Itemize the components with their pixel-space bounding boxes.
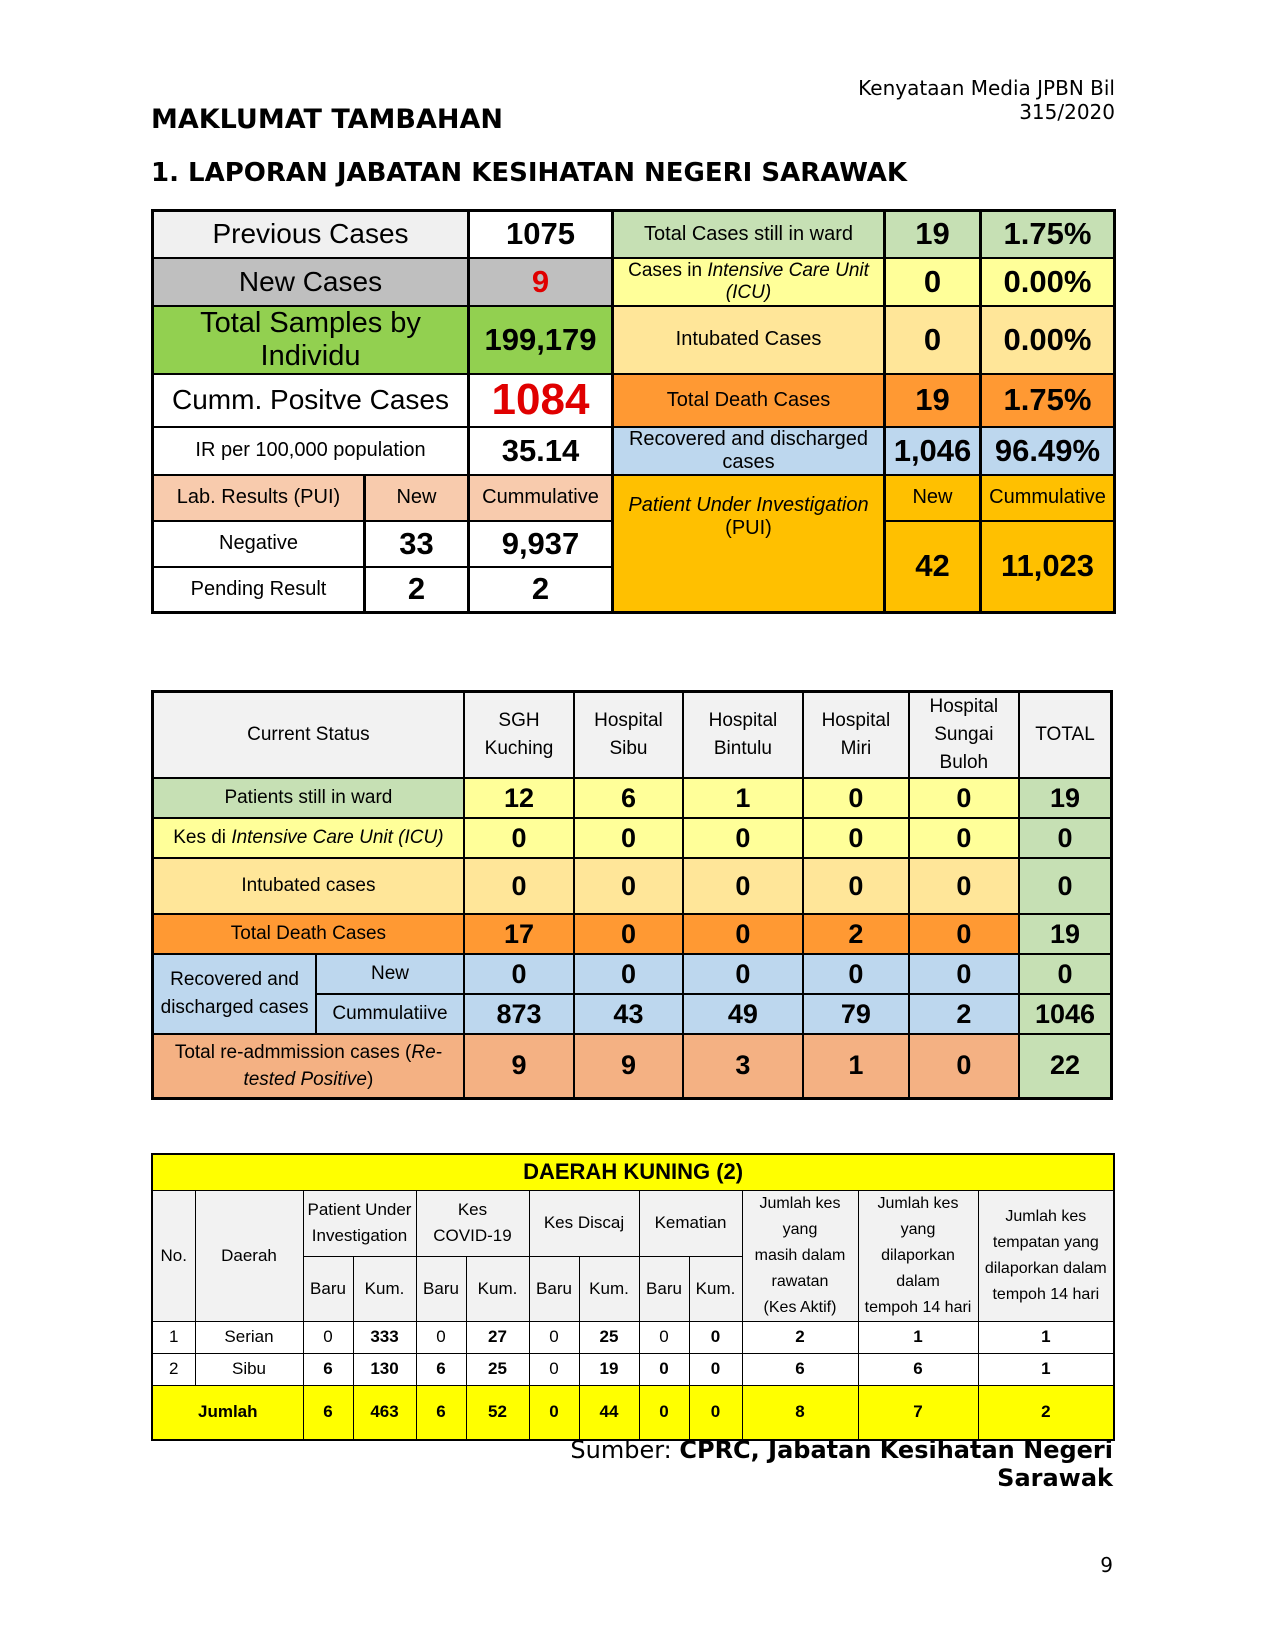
cell: 0 [803,954,908,994]
cell: 9 [464,1034,574,1098]
total-cell: 463 [353,1385,416,1440]
cell: 0 [909,818,1019,858]
pending-label: Pending Result [153,567,365,613]
readmission-label-close: ) [367,1068,374,1090]
recovered-cases-label: Recovered and discharged cases [613,427,885,475]
cell: 0 [689,1321,742,1353]
col-local-line3: dilaporkan dalam [984,1259,1107,1277]
cell: 0 [689,1353,742,1385]
readmission-label-text: Total re-admmission cases ( [174,1041,412,1063]
ir-label: IR per 100,000 population [153,427,469,475]
cell: 0 [683,954,804,994]
total-cell: 7 [858,1385,978,1440]
hospital-status-table [151,690,1113,1100]
recovered-cases-count: 1,046 [885,427,981,475]
death-cases-percent: 1.75% [981,374,1115,427]
recovered-new-label: New [316,954,464,994]
cell: 19 [579,1353,639,1385]
total-cell: 2 [978,1385,1114,1440]
col-local-line2: tempatan yang [992,1233,1099,1251]
cell: 1 [978,1321,1114,1353]
hospital-header-line2: Sungai Buloh [934,724,994,773]
sub-header-baru: Baru [529,1256,579,1321]
intubated-cases-percent: 0.00% [981,306,1115,374]
cell: 27 [466,1321,529,1353]
media-statement-reference: Kenyataan Media JPBN Bil 315/2020 [858,76,1115,124]
cumm-positive-label: Cumm. Positve Cases [153,374,469,427]
col-covid-header [416,1190,529,1256]
ward-row-label: Patients still in ward [153,778,464,818]
sub-header-baru: Baru [303,1256,353,1321]
icu-cases-label [613,258,885,306]
total-cell: 6 [303,1385,353,1440]
pui-label-abbr: (PUI) [725,516,772,539]
cell: 1 [803,1034,908,1098]
ir-value: 35.14 [469,427,613,475]
cell: 1 [858,1321,978,1353]
cell: 2 [803,914,908,954]
col-no-header: No. [152,1190,195,1321]
col-14days-line1: Jumlah kes yang [877,1194,959,1238]
lab-cumm-header: Cummulative [469,475,613,521]
death-cases-label: Total Death Cases [613,374,885,427]
source-note [480,1436,1113,1492]
cell: 0 [574,954,682,994]
new-cases-value: 9 [469,258,613,306]
pending-cumm: 2 [469,567,613,613]
cell: 6 [858,1353,978,1385]
page-title: MAKLUMAT TAMBAHAN [151,104,503,135]
sub-header-kum: Kum. [689,1256,742,1321]
row-daerah: Serian [195,1321,303,1353]
col-14days-line2: dilaporkan dalam [881,1246,955,1290]
cumm-positive-value: 1084 [469,374,613,427]
cell: 0 [909,954,1019,994]
col-local-line1: Jumlah kes [1005,1207,1087,1225]
new-cases-label: New Cases [153,258,469,306]
cell: 0 [639,1321,689,1353]
col-covid-line1: Kes [457,1200,488,1220]
total-header: TOTAL [1019,692,1111,779]
total-cell: 0 [1019,818,1111,858]
pui-cumm-header: Cummulative [981,475,1115,521]
cell: 0 [683,818,804,858]
previous-cases-value: 1075 [469,211,613,258]
icu-row-label-italic: Intensive Care Unit (ICU) [231,827,444,848]
pui-label [613,475,885,613]
total-cell: 0 [689,1385,742,1440]
col-pui-header [303,1190,416,1256]
sub-header-kum: Kum. [353,1256,416,1321]
table-row [153,778,1112,818]
cell: 0 [464,818,574,858]
row-daerah: Sibu [195,1353,303,1385]
col-14days-header [858,1190,978,1321]
cell: 6 [303,1353,353,1385]
table-row [153,1034,1112,1098]
cell: 0 [683,914,804,954]
death-cases-count: 19 [885,374,981,427]
cell: 2 [742,1321,858,1353]
total-cell: 22 [1019,1034,1111,1098]
col-discaj-header: Kes Discaj [529,1190,639,1256]
sub-header-baru: Baru [639,1256,689,1321]
total-samples-label: Total Samples by Individu [153,306,469,374]
cell: 0 [803,778,908,818]
previous-cases-label: Previous Cases [153,211,469,258]
cell: 0 [803,818,908,858]
total-cell: 44 [579,1385,639,1440]
cell: 0 [416,1321,466,1353]
cell: 0 [909,1034,1019,1098]
death-row-label: Total Death Cases [153,914,464,954]
total-cell: 52 [466,1385,529,1440]
pui-new-value: 42 [885,521,981,613]
cell: 0 [303,1321,353,1353]
total-cell: 1046 [1019,994,1111,1034]
cell: 0 [464,858,574,914]
sub-header-baru: Baru [416,1256,466,1321]
row-no: 1 [152,1321,195,1353]
hospital-header-bintulu: Hospital Bintulu [683,692,804,779]
col-active-header [742,1190,858,1321]
intubated-cases-label: Intubated Cases [613,306,885,374]
negative-cumm: 9,937 [469,521,613,567]
table-row [153,818,1112,858]
lab-new-header: New [365,475,469,521]
col-pui-line2: Investigation [311,1226,408,1246]
source-prefix: Sumber: [570,1436,680,1464]
cell: 0 [464,954,574,994]
cell: 25 [579,1321,639,1353]
cell: 79 [803,994,908,1034]
icu-row-label [153,818,464,858]
current-status-header: Current Status [153,692,464,779]
col-active-line2: masih dalam [754,1246,846,1264]
section-title: 1. LAPORAN JABATAN KESIHATAN NEGERI SARAWAK [151,158,907,188]
cell: 12 [464,778,574,818]
hospital-header-miri: Hospital Miri [803,692,908,779]
lab-results-label: Lab. Results (PUI) [153,475,365,521]
cell: 0 [574,858,682,914]
daerah-kuning-table [151,1153,1115,1441]
col-daerah-header: Daerah [195,1190,303,1321]
cell: 3 [683,1034,804,1098]
total-label: Jumlah [152,1385,303,1440]
table-row [153,914,1112,954]
icu-cases-label-text: Cases in [628,259,708,281]
icu-cases-label-italic: Intensive Care Unit (ICU) [707,259,869,303]
col-active-line4: (Kes Aktif) [763,1298,837,1316]
cell: 0 [529,1353,579,1385]
col-14days-line3: tempoh 14 hari [864,1298,972,1316]
total-cell: 8 [742,1385,858,1440]
cell: 17 [464,914,574,954]
hospital-header-line1: Hospital [929,696,999,717]
cell: 25 [466,1353,529,1385]
cell: 49 [683,994,804,1034]
cell: 2 [909,994,1019,1034]
col-active-line3: rawatan [771,1272,829,1290]
readmission-label-italic: Re-tested Positive [243,1041,442,1090]
cell: 6 [416,1353,466,1385]
cell: 130 [353,1353,416,1385]
pui-new-header: New [885,475,981,521]
table-row [153,858,1112,914]
cell: 6 [742,1353,858,1385]
total-cell: 19 [1019,914,1111,954]
col-local-header [978,1190,1114,1321]
cell: 9 [574,1034,682,1098]
total-cell: 19 [1019,778,1111,818]
negative-label: Negative [153,521,365,567]
sub-header-kum: Kum. [579,1256,639,1321]
cell: 0 [683,858,804,914]
intubated-cases-count: 0 [885,306,981,374]
col-active-line1: Jumlah kes yang [759,1194,841,1238]
col-local-line4: tempoh 14 hari [992,1285,1100,1303]
table-row [152,1321,1114,1353]
cell: 333 [353,1321,416,1353]
cell: 1 [683,778,804,818]
hospital-header-sgh-kuching: SGH Kuching [464,692,574,779]
negative-new: 33 [365,521,469,567]
table-row [153,954,1112,994]
cell: 1 [978,1353,1114,1385]
cell: 873 [464,994,574,1034]
recovered-cases-percent: 96.49% [981,427,1115,475]
total-cell: 0 [639,1385,689,1440]
recovered-label-line2: discharged cases [160,997,309,1018]
cell: 0 [909,914,1019,954]
row-no: 2 [152,1353,195,1385]
total-cell: 6 [416,1385,466,1440]
total-cell: 0 [1019,954,1111,994]
hospital-header-sibu: Hospital Sibu [574,692,682,779]
ward-cases-percent: 1.75% [981,211,1115,258]
col-kematian-header: Kematian [639,1190,742,1256]
cell: 0 [909,778,1019,818]
daerah-kuning-title: DAERAH KUNING (2) [152,1154,1114,1190]
cell: 6 [574,778,682,818]
icu-cases-percent: 0.00% [981,258,1115,306]
table-row [152,1353,1114,1385]
sub-header-kum: Kum. [466,1256,529,1321]
total-samples-value: 199,179 [469,306,613,374]
hospital-header-sungai-buloh [909,692,1019,779]
icu-cases-count: 0 [885,258,981,306]
cell: 0 [529,1321,579,1353]
cell: 0 [574,914,682,954]
col-covid-line2: COVID-19 [433,1226,512,1246]
summary-table [151,209,1116,614]
ward-cases-label: Total Cases still in ward [613,211,885,258]
pending-new: 2 [365,567,469,613]
total-row [152,1385,1114,1440]
intubated-row-label: Intubated cases [153,858,464,914]
cell: 0 [803,858,908,914]
readmission-row-label [153,1034,464,1098]
total-cell: 0 [1019,858,1111,914]
cell: 0 [639,1353,689,1385]
total-cell: 0 [529,1385,579,1440]
icu-row-label-text: Kes di [173,827,232,848]
cell: 0 [909,858,1019,914]
col-pui-line1: Patient Under [307,1200,412,1220]
pui-label-italic: Patient Under Investigation [628,493,869,516]
cell: 0 [574,818,682,858]
source-name: CPRC, Jabatan Kesihatan Negeri Sarawak [679,1436,1113,1492]
page-number: 9 [1100,1553,1113,1577]
pui-cumm-value: 11,023 [981,521,1115,613]
cell: 43 [574,994,682,1034]
recovered-row-label [153,954,317,1034]
recovered-label-line1: Recovered and [170,969,300,990]
ward-cases-count: 19 [885,211,981,258]
recovered-cumm-label: Cummulatiive [316,994,464,1034]
